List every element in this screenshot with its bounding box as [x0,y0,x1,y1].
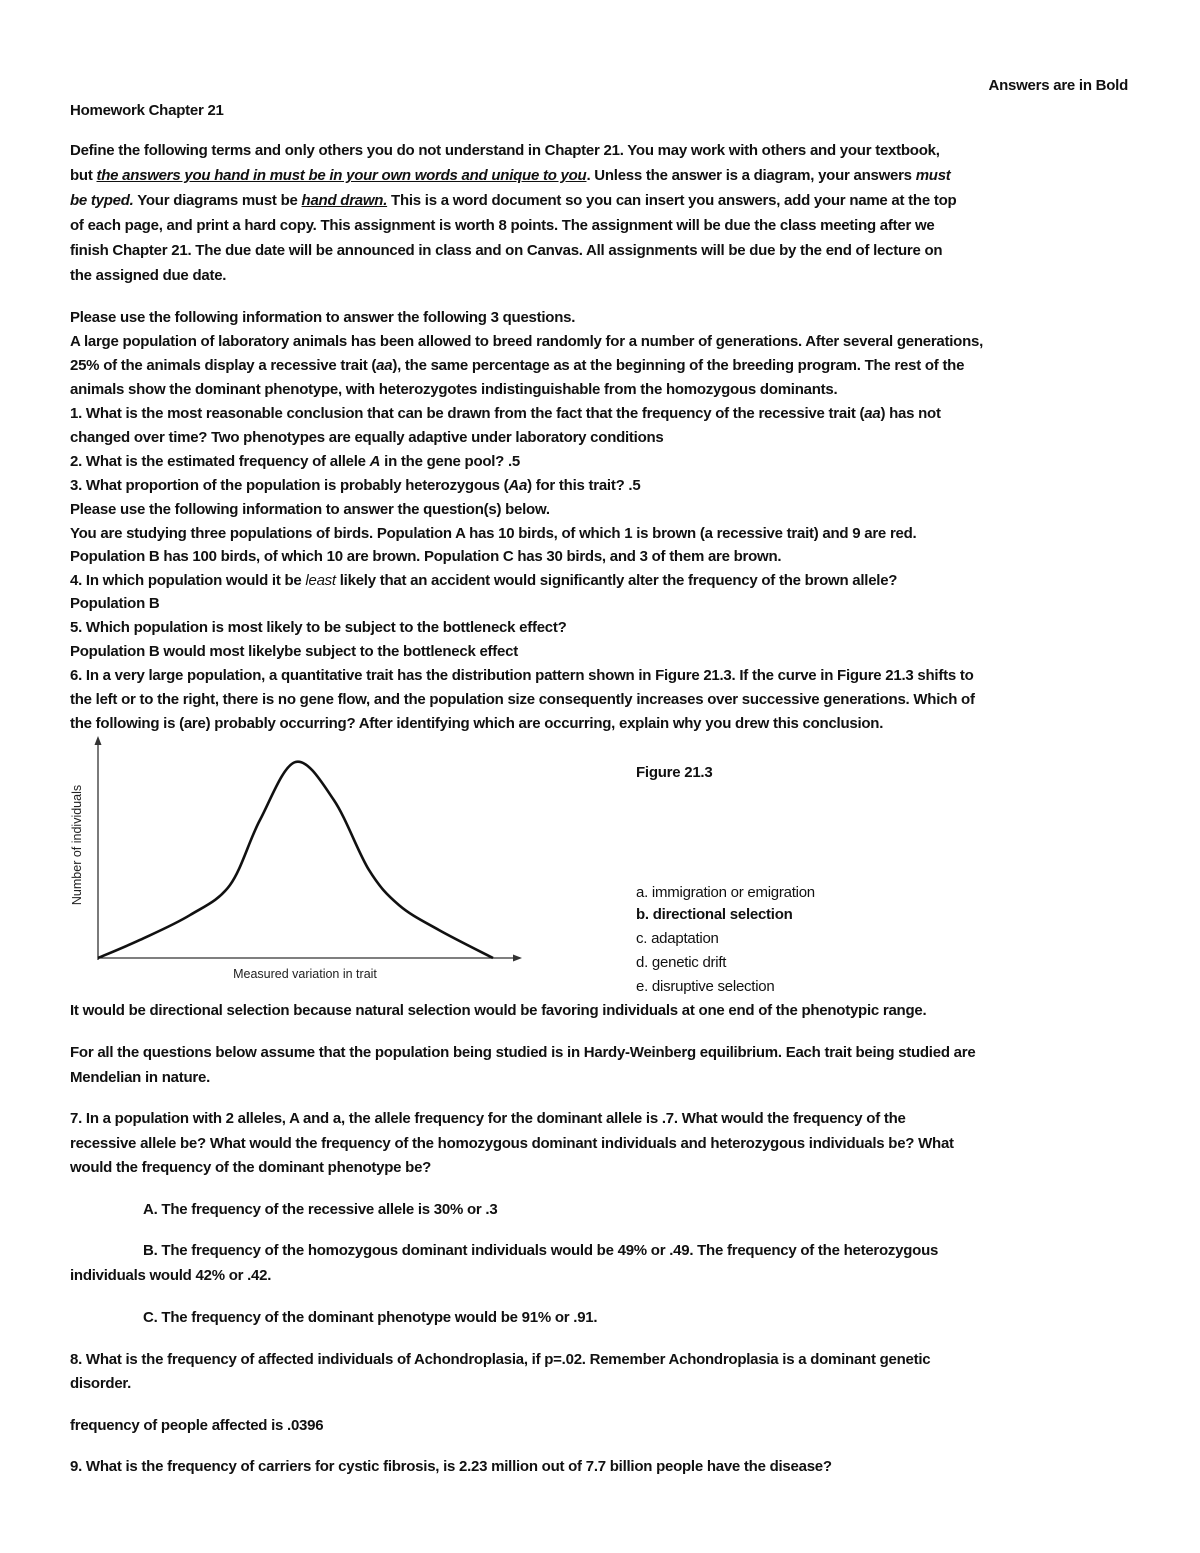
text: 2. What is the estimated frequency of allele [70,453,370,470]
question-5: 5. Which population is most likely to be subject to the bottleneck effect? [70,619,567,636]
text-line [70,191,956,211]
option-e: e. disruptive selection [636,978,775,995]
text-line: the assigned due date. [70,267,227,284]
text-line: You are studying three populations of birds. Population A has 10 birds, of which 1 is brown (a recessive trait) and 9 are red. [70,525,917,542]
text: 4. In which population would it be [70,572,306,589]
answer-6: It would be directional selection because natural selection would be favoring individuals at one end of the phenotypic range. [70,1002,927,1019]
allele: A [369,453,381,470]
answer-7c: C. The frequency of the dominant phenotype would be 91% or .91. [143,1309,598,1326]
text-line: Define the following terms and only others you do not understand in Chapter 21. You may work with others and your textbook, [70,142,940,159]
text-line: Please use the following information to answer the question(s) below. [70,501,550,518]
text: in the gene pool? .5 [380,453,521,470]
text: . Unless the answer is a diagram, your answers [586,167,916,184]
text: ), the same percentage as at the beginning of the breeding program. The rest of the [392,357,965,374]
answers-note: Answers are in Bold [988,77,1128,94]
question-4 [70,571,897,591]
text-line: the left or to the right, there is no gene flow, and the population size consequently increases over successive generations. Which of [70,691,975,708]
answer-4: Population B [70,595,160,612]
text-line: recessive allele be? What would the frequency of the homozygous dominant individuals and heterozygous individuals be? What [70,1135,954,1152]
question-9: 9. What is the frequency of carriers for cystic fibrosis, is 2.23 million out of 7.7 billion people have the disease? [70,1458,832,1475]
text: likely that an accident would significantly alter the frequency of the brown allele? [335,572,898,589]
question-1 [70,404,941,424]
figure-caption: Figure 21.3 [636,764,713,781]
answer-5: Population B would most likelybe subject to the bottleneck effect [70,643,518,660]
text-line: changed over time? Two phenotypes are equally adaptive under laboratory conditions [70,429,664,446]
option-c: c. adaptation [636,930,719,947]
question-3 [70,476,640,496]
text: 3. What proportion of the population is probably heterozygous ( [70,477,509,494]
answer-8: frequency of people affected is .0396 [70,1417,324,1434]
page-title: Homework Chapter 21 [70,102,224,119]
question-8: 8. What is the frequency of affected individuals of Achondroplasia, if p=.02. Remember Achondroplasia is a dominant genetic [70,1351,931,1368]
text: ) has not [880,405,941,422]
text-line: of each page, and print a hard copy. This assignment is worth 8 points. The assignment will be due the class meeting after we [70,217,935,234]
text-line: the following is (are) probably occurring? After identifying which are occurring, explain why you drew this conclusion. [70,715,884,732]
y-axis-label: Number of individuals [70,784,84,906]
question-7: 7. In a population with 2 alleles, A and a, the allele frequency for the dominant allele is .7. What would the frequency of the [70,1110,906,1127]
text-line: would the frequency of the dominant phenotype be? [70,1159,432,1176]
answer-7b: B. The frequency of the homozygous dominant individuals would be 49% or .49. The frequency of the heterozygous [143,1242,939,1259]
option-b: b. directional selection [636,906,793,923]
text-line: Population B has 100 birds, of which 10 are brown. Population C has 30 birds, and 3 of them are brown. [70,548,782,565]
axes [95,736,523,962]
text: 1. What is the most reasonable conclusion that can be drawn from the fact that the frequency of the recessive trait ( [70,405,865,422]
genotype: Aa [508,477,528,494]
question-6: 6. In a very large population, a quantitative trait has the distribution pattern shown in Figure 21.3. If the curve in Figure 21.3 shifts to [70,667,974,684]
y-axis-arrow-icon [95,736,102,745]
text-line [70,356,964,376]
emphasis: least [305,572,336,589]
text-line: disorder. [70,1375,132,1392]
emphasis: the answers you hand in must be in your own words and unique to you [96,167,587,184]
text: This is a word document so you can insert you answers, add your name at the top [387,192,957,209]
answer-7a: A. The frequency of the recessive allele is 30% or .3 [143,1201,498,1218]
text-line: Mendelian in nature. [70,1069,211,1086]
text-line: animals show the dominant phenotype, with heterozygotes indistinguishable from the homozygous dominants. [70,381,838,398]
genotype: aa [376,357,393,374]
text: but [70,167,97,184]
text-line [70,166,951,186]
x-axis-arrow-icon [513,955,522,962]
figure-21-3-chart [60,730,540,990]
emphasis: must [915,167,951,184]
text-line: finish Chapter 21. The due date will be announced in class and on Canvas. All assignments will be due by the end of lecture on [70,242,943,259]
genotype: aa [864,405,881,422]
emphasis: be typed. [70,192,134,209]
text-line: individuals would 42% or .42. [70,1267,272,1284]
text: Your diagrams must be [133,192,302,209]
emphasis: hand drawn. [301,192,388,209]
text: 25% of the animals display a recessive trait ( [70,357,377,374]
option-a: a. immigration or emigration [636,884,815,901]
option-d: d. genetic drift [636,954,727,971]
text: ) for this trait? .5 [527,477,641,494]
question-2 [70,452,520,472]
distribution-curve [98,762,493,958]
text-line: Please use the following information to answer the following 3 questions. [70,309,576,326]
text-line: A large population of laboratory animals has been allowed to breed randomly for a number of generations. After several generations, [70,333,984,350]
text-line: For all the questions below assume that the population being studied is in Hardy-Weinberg equilibrium. Each trait being studied are [70,1044,976,1061]
x-axis-label: Measured variation in trait [233,967,377,981]
